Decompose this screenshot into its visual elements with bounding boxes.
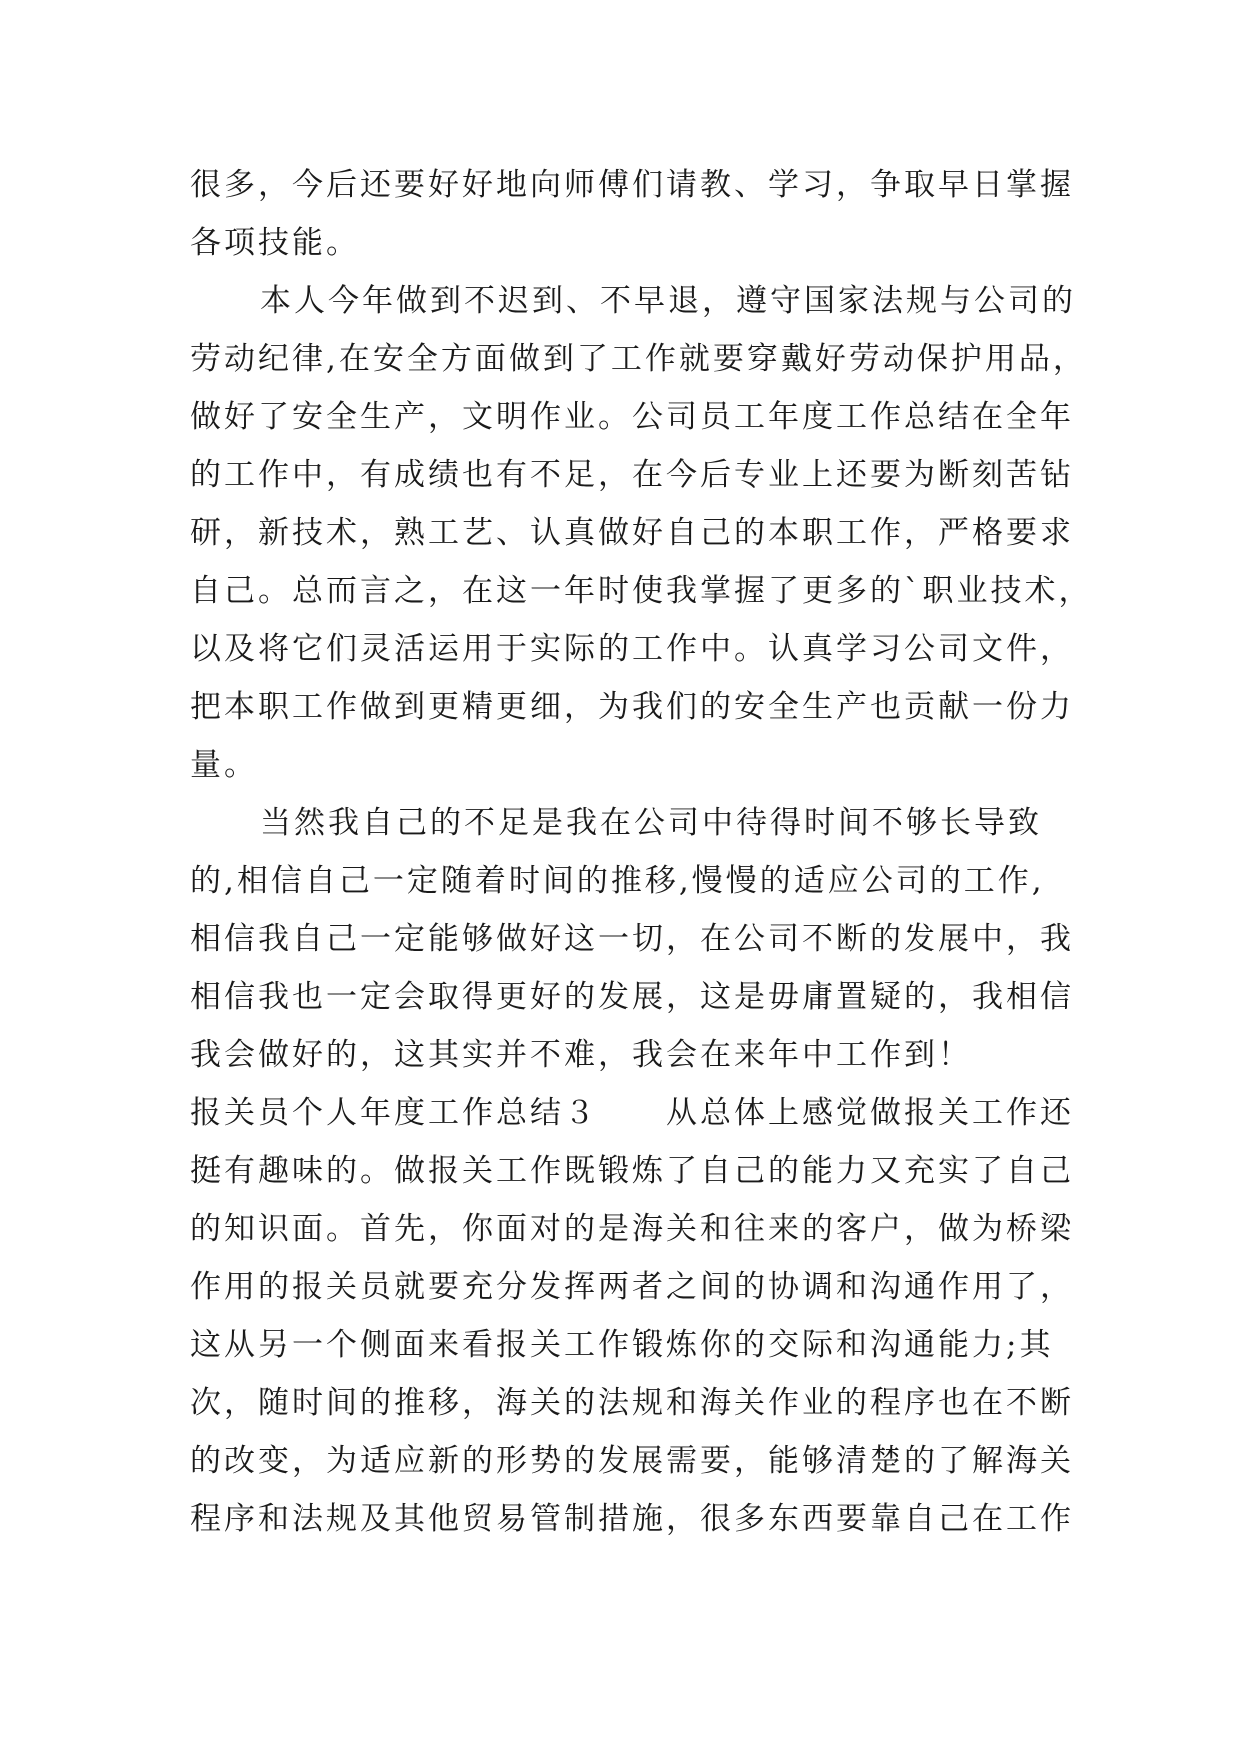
text-line: 把本职工作做到更精更细，为我们的安全生产也贡献一份力: [190, 689, 1074, 725]
text-line: 劳动纪律,在安全方面做到了工作就要穿戴好劳动保护用品，: [190, 341, 1087, 377]
text-line: 量。: [190, 747, 258, 783]
text-line: 挺有趣味的。做报关工作既锻炼了自己的能力又充实了自己: [190, 1153, 1074, 1189]
text-line: 程序和法规及其他贸易管制措施，很多东西要靠自己在工作: [190, 1501, 1074, 1537]
text-line: 的改变，为适应新的形势的发展需要，能够清楚的了解海关: [190, 1443, 1074, 1479]
text-line: 作用的报关员就要充分发挥两者之间的协调和沟通作用了，: [190, 1269, 1074, 1305]
document-body: [190, 156, 1093, 1548]
text-line: 我会做好的，这其实并不难，我会在来年中工作到！: [190, 1037, 972, 1073]
text-line: 的工作中，有成绩也有不足，在今后专业上还要为断刻苦钻: [190, 457, 1074, 493]
paragraph-first-line: 当然我自己的不足是我在公司中待得时间不够长导致: [260, 805, 1042, 841]
text-line: 各项技能。: [190, 225, 360, 261]
text-line: 这从另一个侧面来看报关工作锻炼你的交际和沟通能力;其: [190, 1327, 1054, 1363]
text-line: 自己。总而言之，在这一年时使我掌握了更多的`职业技术，: [190, 573, 1093, 609]
text-line: 以及将它们灵活运用于实际的工作中。认真学习公司文件，: [190, 631, 1074, 667]
paragraph-first-line: 本人今年做到不迟到、不早退，遵守国家法规与公司的: [260, 283, 1076, 319]
text-line: 很多，今后还要好好地向师傅们请教、学习，争取早日掌握: [190, 167, 1074, 203]
text-line: 相信我也一定会取得更好的发展，这是毋庸置疑的，我相信: [190, 979, 1074, 1015]
text-line: 相信我自己一定能够做好这一切，在公司不断的发展中，我: [190, 921, 1074, 957]
text-line: 的知识面。首先，你面对的是海关和往来的客户，做为桥梁: [190, 1211, 1074, 1247]
section-heading-line: 报关员个人年度工作总结３ 从总体上感觉做报关工作还: [190, 1095, 1074, 1131]
text-line: 研，新技术，熟工艺、认真做好自己的本职工作，严格要求: [190, 515, 1074, 551]
text-line: 次，随时间的推移，海关的法规和海关作业的程序也在不断: [190, 1385, 1074, 1421]
text-line: 做好了安全生产，文明作业。公司员工年度工作总结在全年: [190, 399, 1074, 435]
text-line: 的,相信自己一定随着时间的推移,慢慢的适应公司的工作,: [190, 863, 1045, 899]
